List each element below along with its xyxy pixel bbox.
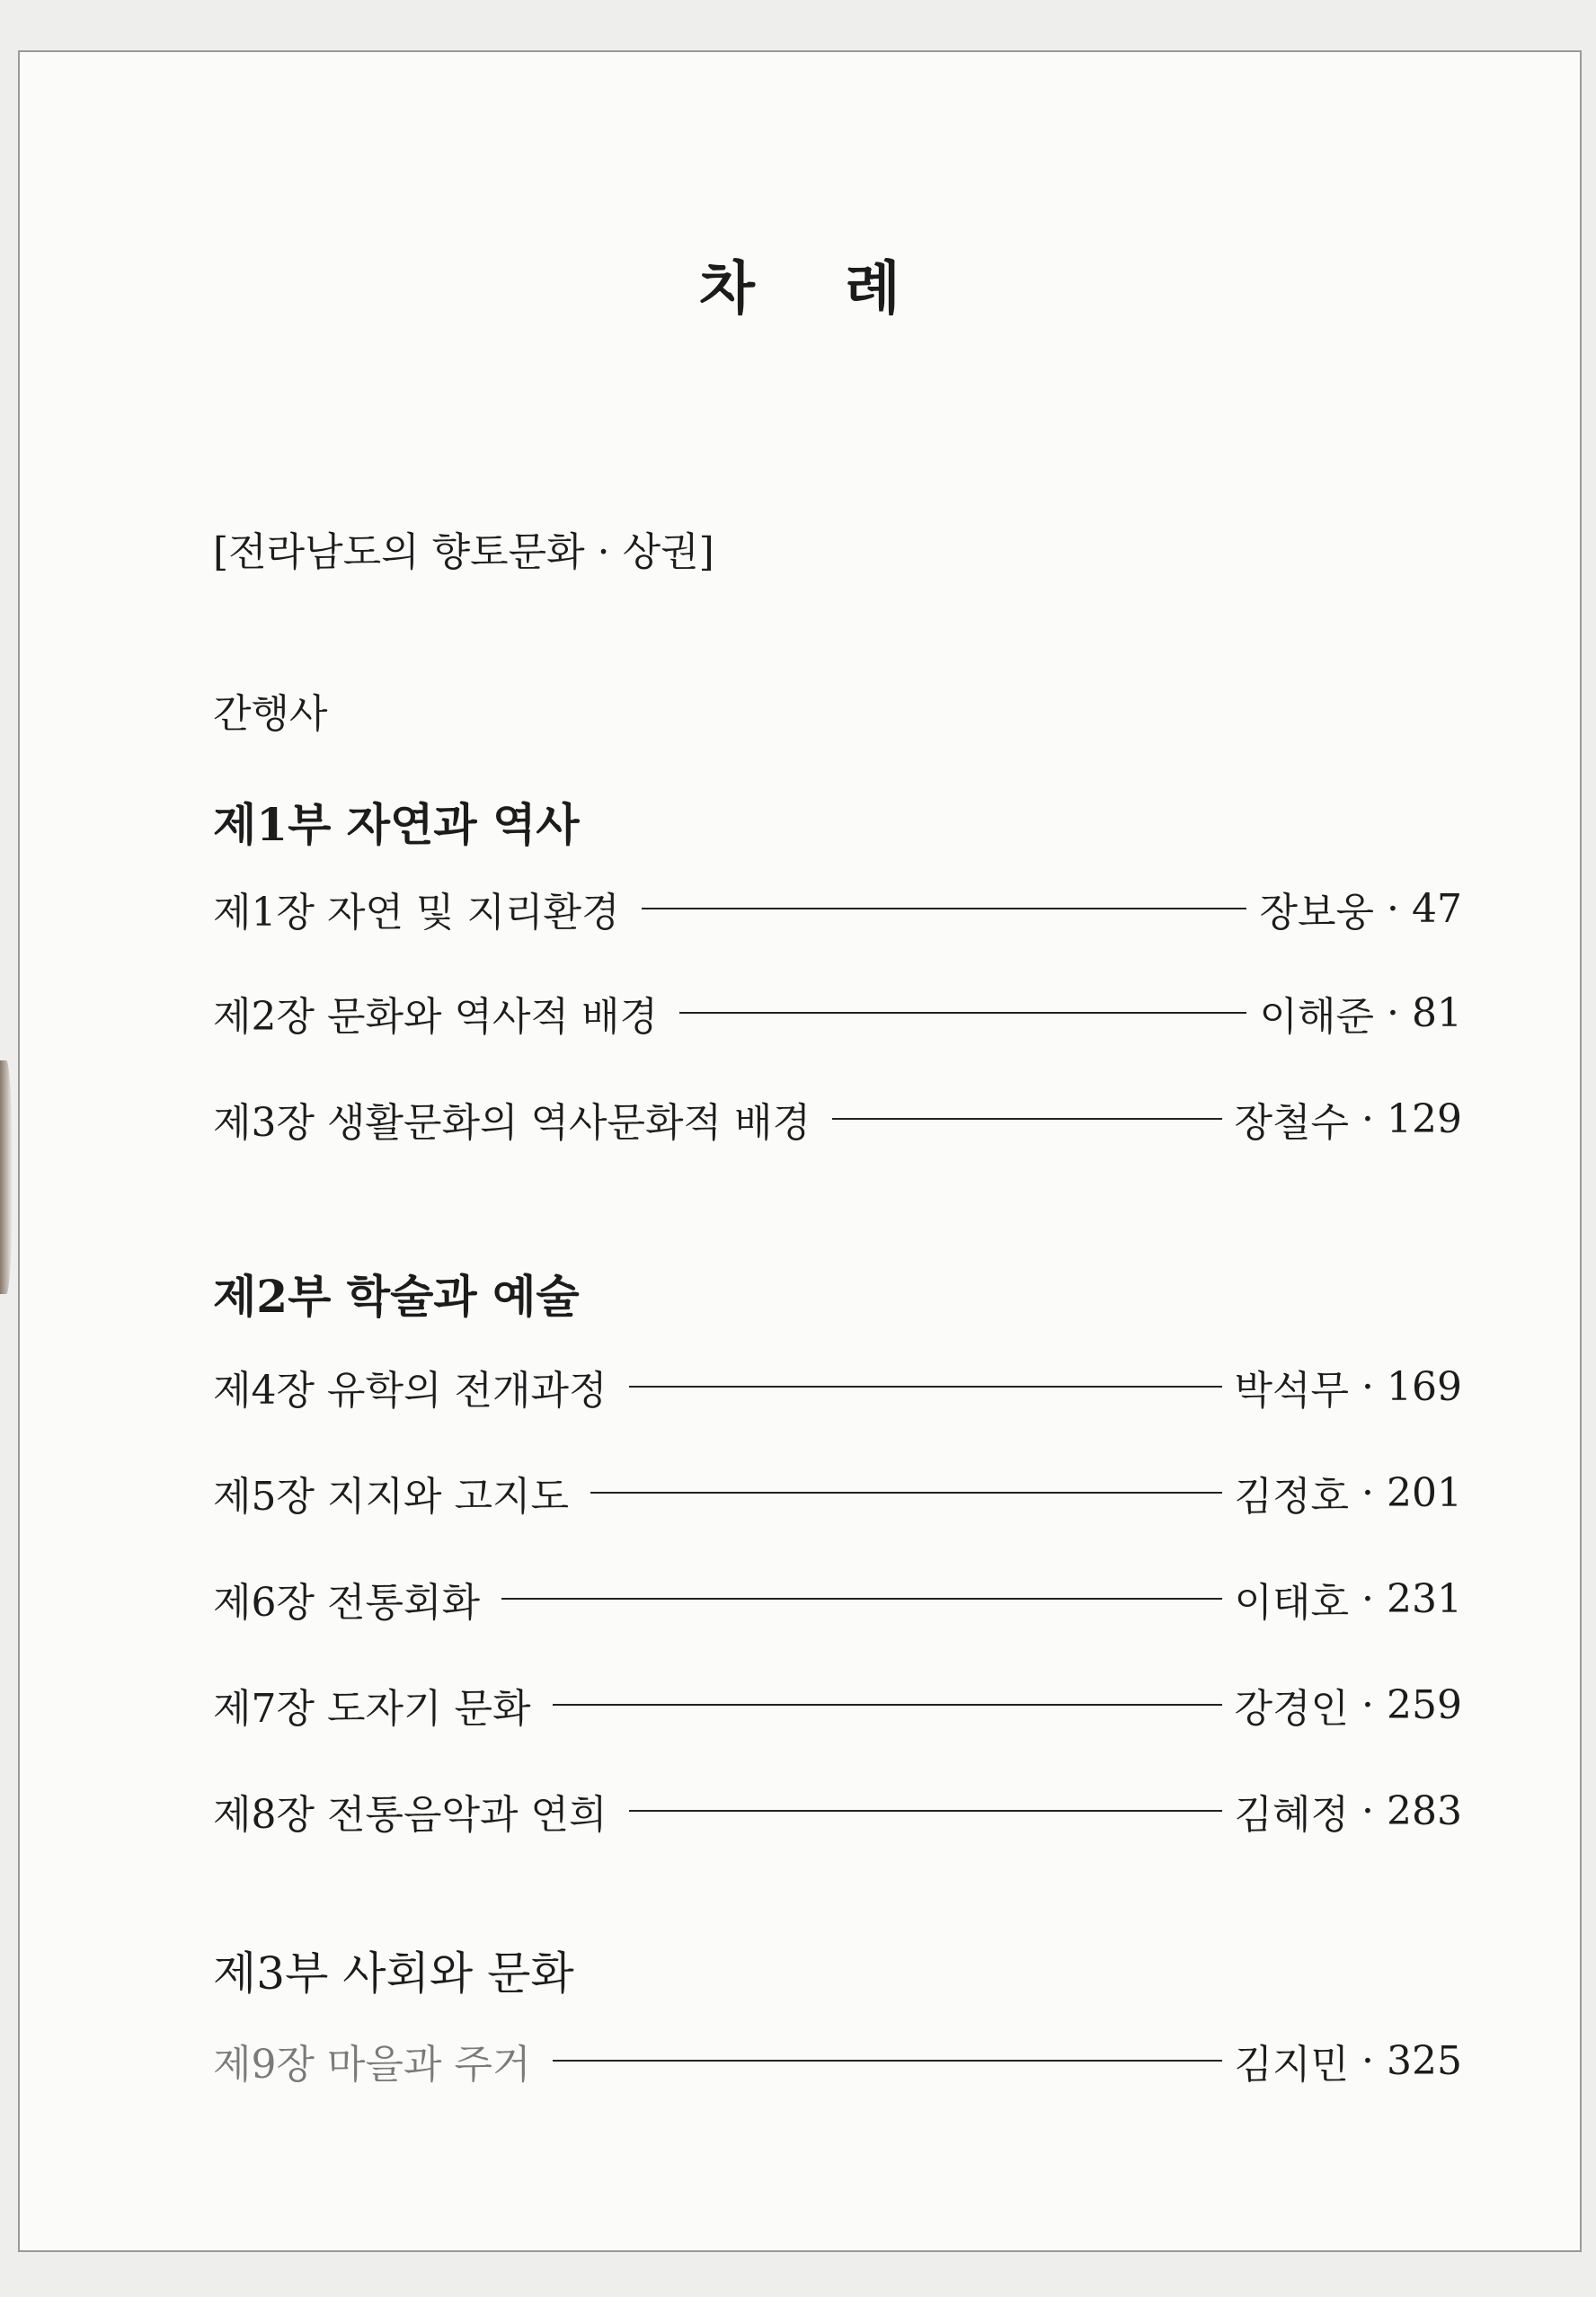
- page-number: 169: [1387, 1363, 1462, 1410]
- toc-entry[interactable]: [213, 2029, 1462, 2092]
- chapter-author: 장철수: [1234, 1100, 1350, 1146]
- page-title: [20, 243, 1580, 325]
- chapter-title: 제9장 마을과 주거: [213, 2042, 531, 2088]
- toc-entry[interactable]: [213, 1779, 1462, 1842]
- toc-entry[interactable]: [213, 1673, 1462, 1736]
- separator-dot: ·: [1361, 1681, 1375, 1728]
- toc-entry[interactable]: [213, 1567, 1462, 1630]
- separator-dot: ·: [1361, 1363, 1375, 1410]
- chapter-title: 제7장 도자기 문화: [213, 1686, 531, 1732]
- leader-line: [553, 1704, 1222, 1706]
- toc-entry[interactable]: [213, 981, 1462, 1044]
- page-number: 81: [1412, 989, 1462, 1036]
- chapter-title: 제1장 자연 및 지리환경: [213, 890, 620, 936]
- toc-entry[interactable]: [213, 1461, 1462, 1524]
- separator-dot: ·: [1361, 1469, 1375, 1516]
- chapter-author: 김정호: [1234, 1474, 1350, 1520]
- chapter-author: 강경인: [1234, 1686, 1350, 1732]
- part-heading-2: 제2부 학술과 예술: [213, 1270, 580, 1323]
- page-number: 47: [1412, 885, 1462, 932]
- page-number: 325: [1387, 2037, 1462, 2084]
- leader-line: [629, 1810, 1222, 1812]
- volume-heading: [전라남도의 향토문화 · 상권]: [213, 529, 714, 575]
- page-number: 129: [1387, 1095, 1462, 1142]
- leader-line: [832, 1118, 1221, 1120]
- separator-dot: ·: [1387, 885, 1399, 932]
- chapter-title: 제6장 전통회화: [213, 1580, 481, 1626]
- chapter-author: 김지민: [1234, 2042, 1350, 2088]
- chapter-author: 장보웅: [1259, 890, 1374, 936]
- leader-line: [642, 908, 1247, 909]
- document-page: [18, 50, 1582, 2252]
- chapter-title: 제2장 문화와 역사적 배경: [213, 994, 658, 1040]
- toc-entry-preface[interactable]: 간행사: [213, 691, 328, 737]
- separator-dot: ·: [1361, 1095, 1375, 1142]
- leader-line: [679, 1012, 1246, 1014]
- chapter-title: 제8장 전통음악과 연희: [213, 1792, 607, 1838]
- separator-dot: ·: [1361, 2037, 1375, 2084]
- page-number: 283: [1387, 1787, 1462, 1834]
- chapter-author: 이태호: [1234, 1580, 1350, 1626]
- part-heading-1: 제1부 자연과 역사: [213, 798, 580, 851]
- leader-line: [629, 1386, 1222, 1388]
- chapter-title: 제5장 지지와 고지도: [213, 1474, 569, 1520]
- page-number: 201: [1387, 1469, 1462, 1516]
- chapter-title: 제4장 유학의 전개과정: [213, 1368, 607, 1414]
- toc-entry[interactable]: [213, 1355, 1462, 1418]
- leader-line: [501, 1598, 1221, 1600]
- toc-entry[interactable]: [213, 877, 1462, 940]
- chapter-title: 제3장 생활문화의 역사문화적 배경: [213, 1100, 811, 1146]
- separator-dot: ·: [1361, 1575, 1375, 1622]
- page-number: 231: [1387, 1575, 1462, 1622]
- chapter-author: 이해준: [1259, 994, 1374, 1040]
- page-number: 259: [1387, 1681, 1462, 1728]
- leader-line: [590, 1492, 1222, 1494]
- chapter-author: 김혜정: [1234, 1792, 1350, 1838]
- leader-line: [553, 2060, 1222, 2062]
- part-heading-3: 제3부 사회와 문화: [213, 1947, 574, 2000]
- chapter-author: 박석무: [1234, 1368, 1350, 1414]
- page-edge-shadow: [0, 1060, 13, 1294]
- title-char-1: 차: [699, 255, 755, 323]
- toc-entry[interactable]: [213, 1087, 1462, 1150]
- separator-dot: ·: [1387, 989, 1399, 1036]
- separator-dot: ·: [1361, 1787, 1375, 1834]
- title-char-2: 례: [845, 255, 900, 323]
